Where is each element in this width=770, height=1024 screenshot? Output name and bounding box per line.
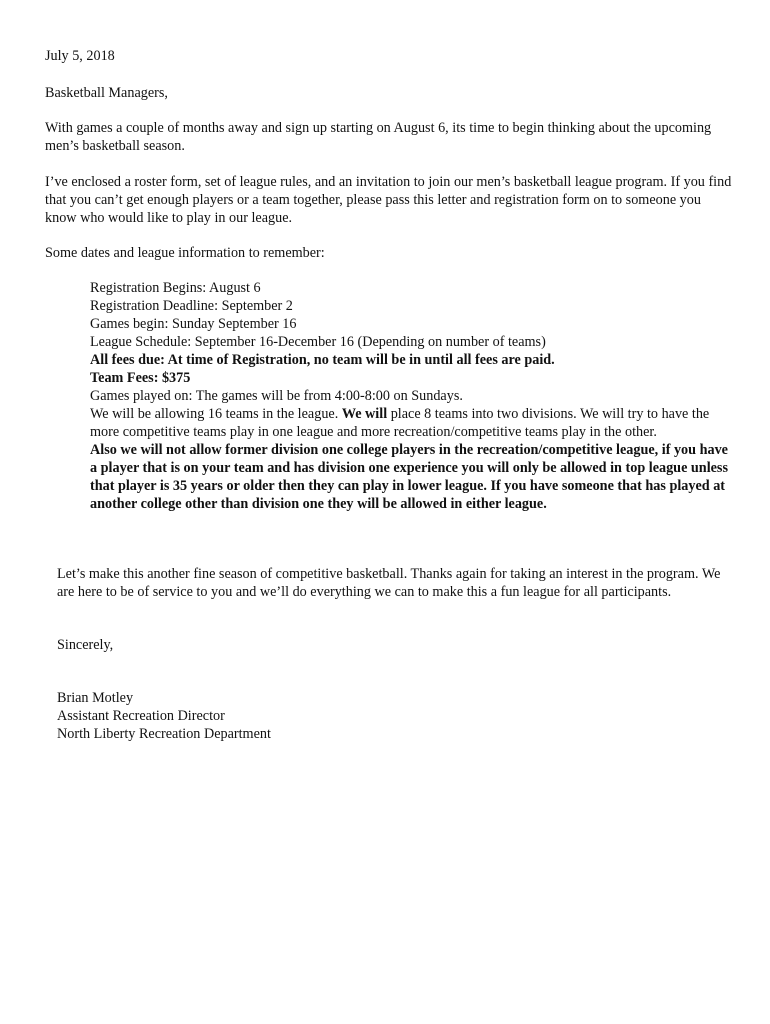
division-one-rule-line: Also we will not allow former division one college players in the recreation/competitive league, if you have a player that is on your team and has division one experience you will only be allowed in top league unless that player is 35 years or older then they can play in lower league. If you have someone that has played at another college other than division one they will be allowed in either league. [90,442,728,512]
letter-date: July 5, 2018 [45,48,115,64]
teams-allowed-start: We will be allowing 16 teams in the league. [90,406,342,422]
team-fees-line: Team Fees: $375 [90,370,191,386]
intro-paragraph: With games a couple of months away and sign up starting on August 6, its time to begin thinking about the upcoming men’s basketball season. [45,120,712,154]
league-info-list [90,279,730,513]
signer-department: North Liberty Recreation Department [57,726,271,742]
games-played-line: Games played on: The games will be from 4:00-8:00 on Sundays. [90,388,463,404]
letter-salutation: Basketball Managers, [45,85,168,101]
sign-off: Sincerely, [57,637,114,653]
signer-name: Brian Motley [57,690,134,706]
games-begin-line: Games begin: Sunday September 16 [90,316,297,332]
signature-block [57,689,457,743]
dates-intro-paragraph: Some dates and league information to remember: [45,245,325,261]
signer-title: Assistant Recreation Director [57,708,225,724]
fees-due-line: All fees due: At time of Registration, no team will be in until all fees are paid. [90,352,555,368]
closing-paragraph: Let’s make this another fine season of competitive basketball. Thanks again for taking an interest in the program. We are here to be of service to you and we’ll do everything we can to make this a fun league for all participants. [57,566,721,600]
teams-allowed-end: place 8 teams into two divisions. We will try to have the more competitive teams play in one league and more recreation/competitive teams play in the other. [90,406,710,440]
registration-deadline-line: Registration Deadline: September 2 [90,298,293,314]
teams-allowed-bold: We will [341,406,388,422]
enclosure-paragraph: I’ve enclosed a roster form, set of league rules, and an invitation to join our men’s basketball league program. If you find that you can’t get enough players or a team together, please pass this letter and registration form on to someone you know who would like to play in our league. [45,174,732,226]
teams-allowed-line [90,405,730,441]
registration-begins-line: Registration Begins: August 6 [90,280,261,296]
league-schedule-line: League Schedule: September 16-December 16 (Depending on number of teams) [90,334,546,350]
